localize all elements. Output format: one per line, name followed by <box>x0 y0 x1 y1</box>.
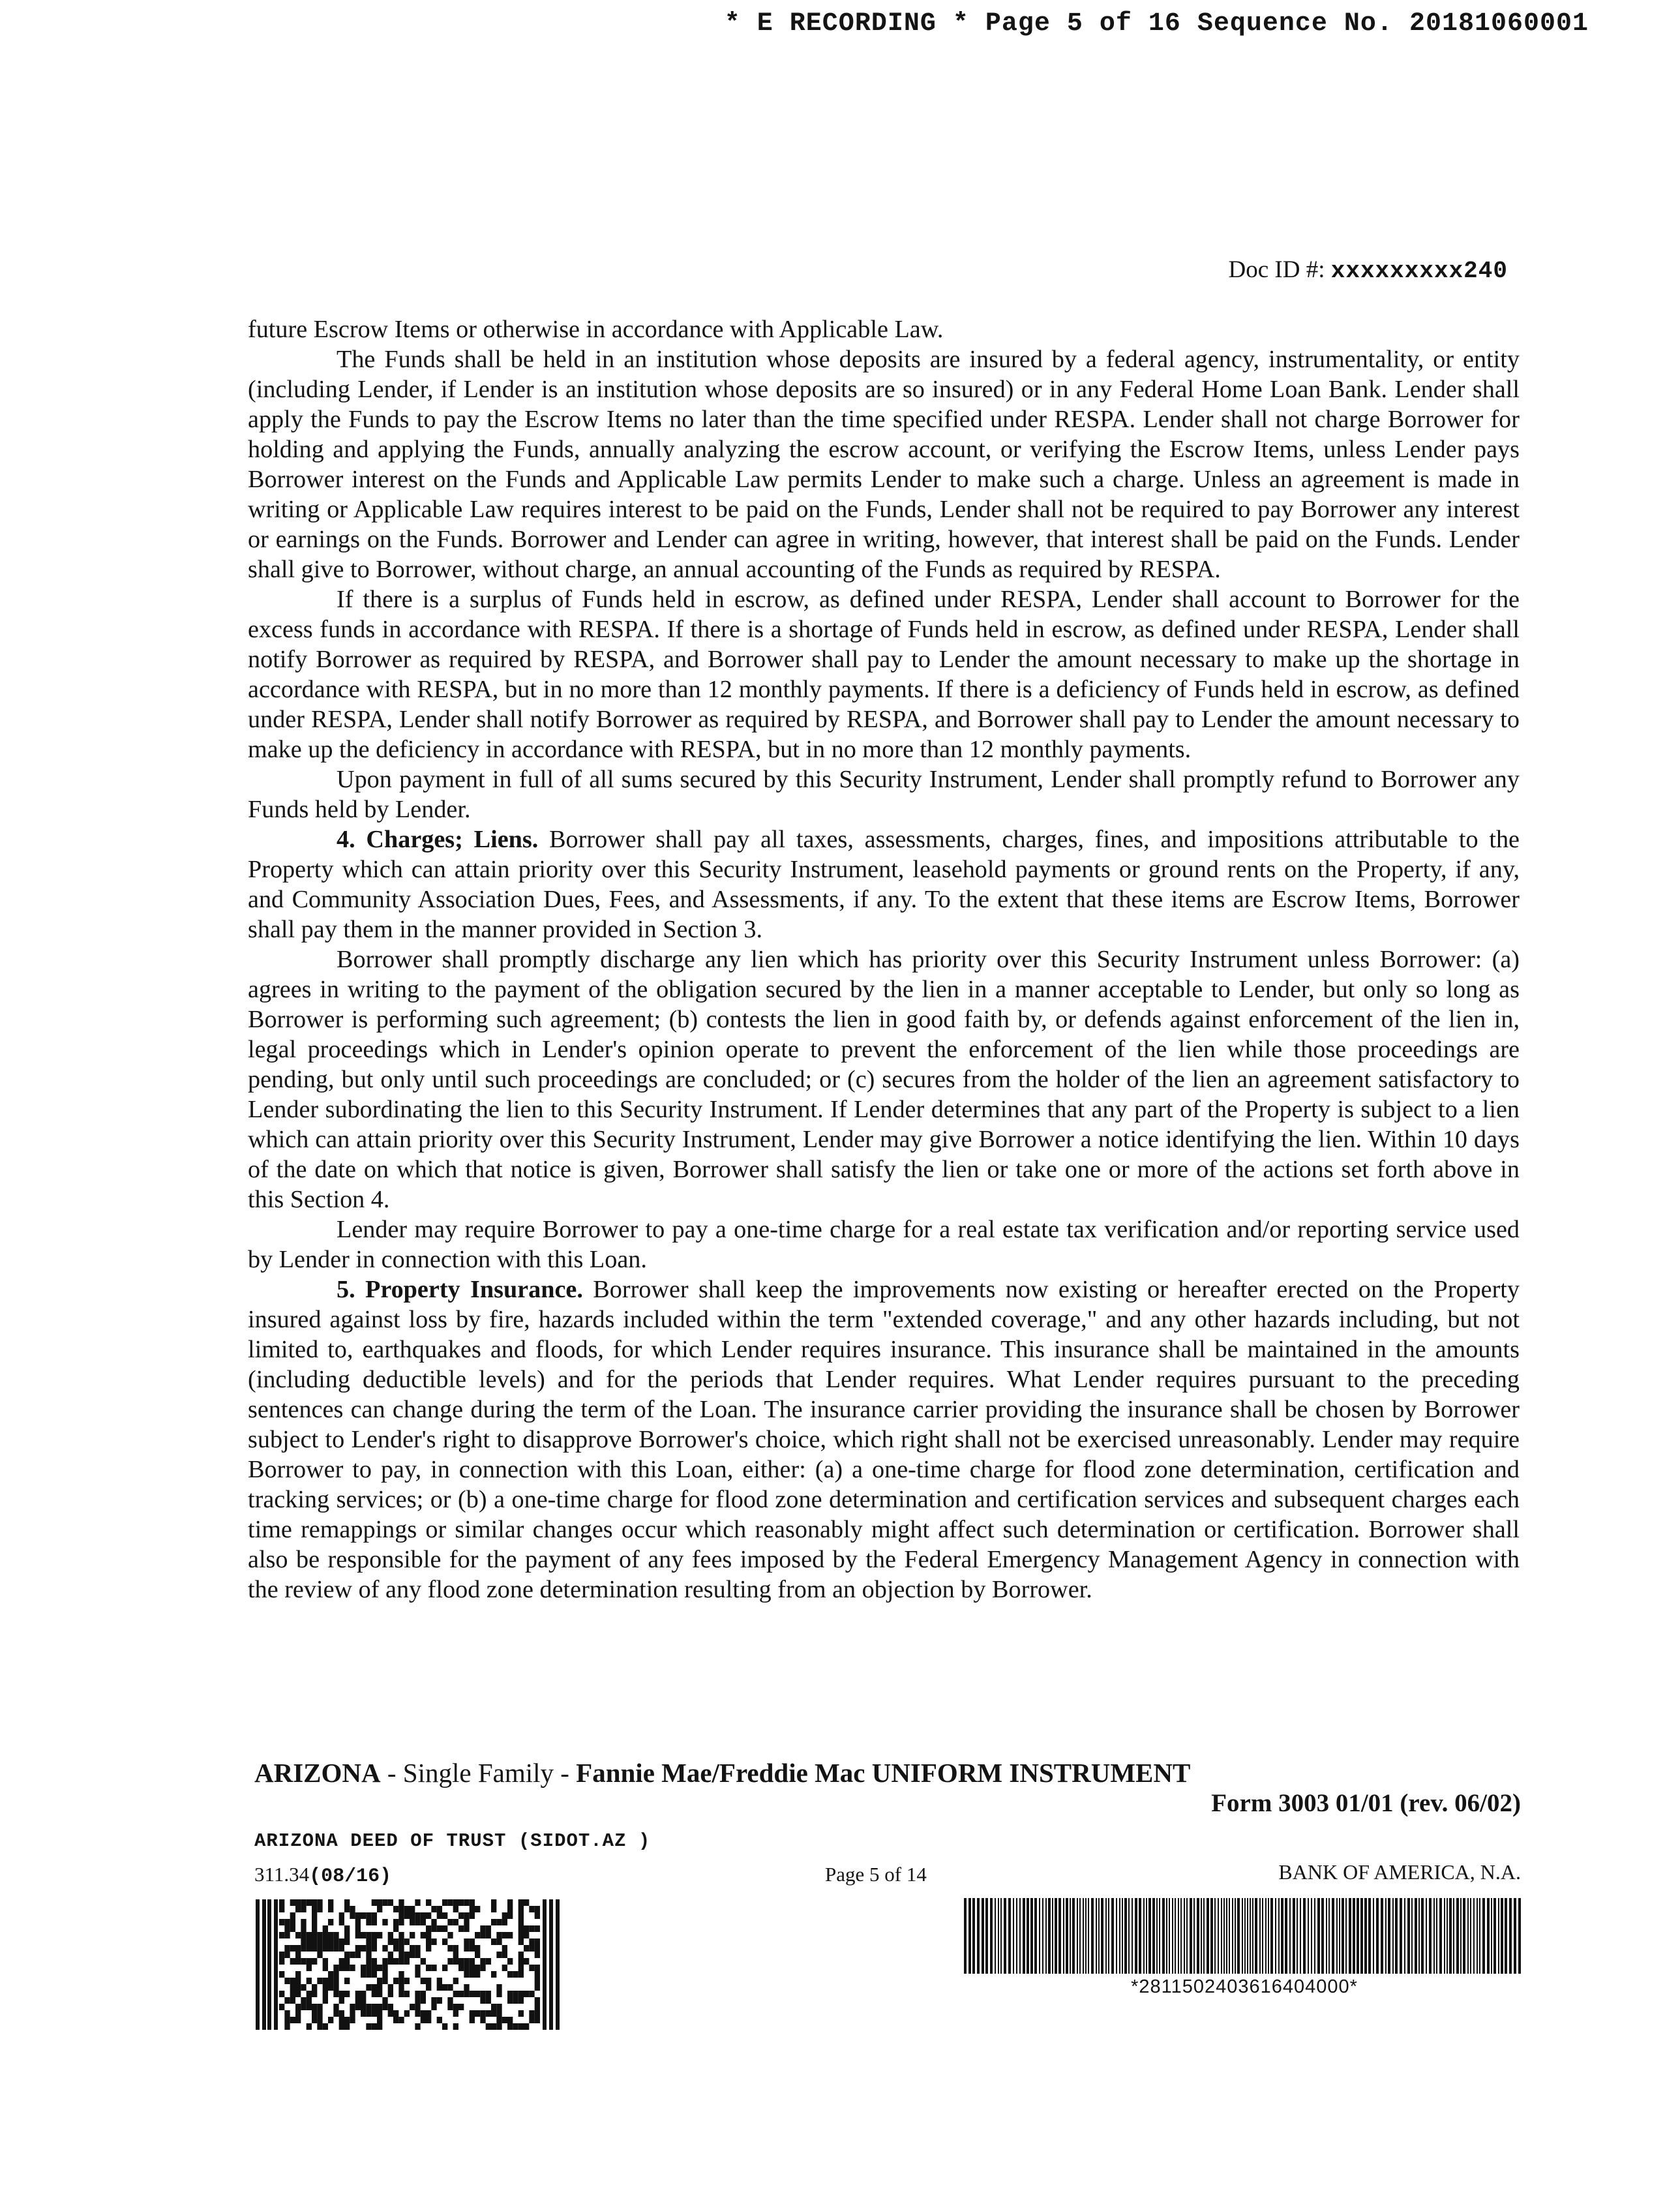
paragraph-refund: Upon payment in full of all sums secured by this Security Instrument, Lender shall promptly refund to Borrower any Funds held by Lender. <box>248 766 1520 823</box>
deed-title: ARIZONA DEED OF TRUST (SIDOT.AZ ) <box>254 1830 651 1852</box>
doc-id-label: Doc ID #: <box>1228 256 1325 283</box>
paragraph-discharge-lien: Borrower shall promptly discharge any lien which has priority over this Security Instrument unless Borrower: (a) agrees in writing to the payment of the obligation secured by the lien in a manner acceptable to Lender, but only so long as Borrower is performing such agreement; (b) contests the lien in good faith by, or defends against enforcement of the lien in, legal proceedings which in Lender's opinion operate to prevent the enforcement of the lien while those proceedings are pending, but only until such proceedings are concluded; or (c) secures from the holder of the lien an agreement satisfactory to Lender subordinating the lien to this Security Instrument. If Lender determines that any part of the Property is subject to a lien which can attain priority over this Security Instrument, Lender may give Borrower a notice identifying the lien. Within 10 days of the date on which that notice is given, Borrower shall satisfy the lien or take one or more of the actions set forth above in this Section 4. <box>248 946 1520 1213</box>
bank-name: BANK OF AMERICA, N.A. <box>1278 1860 1521 1884</box>
linear-barcode-icon <box>964 1898 1525 1974</box>
paragraph-tax-verification: Lender may require Borrower to pay a one-time charge for a real estate tax verification and/or reporting service used by Lender in connection with this Loan. <box>248 1216 1520 1273</box>
section-heading-charges-liens: 4. Charges; Liens. <box>337 826 539 853</box>
doc-id-value: xxxxxxxxx240 <box>1330 258 1508 284</box>
doc-id <box>1229 256 1508 284</box>
form-code-number: 311.34 <box>254 1863 310 1886</box>
form-code <box>254 1863 391 1888</box>
footer-state: ARIZONA <box>254 1758 381 1788</box>
barcode-number: *2811502403616404000* <box>1131 1976 1358 1997</box>
paragraph-charges-liens <box>248 824 1520 944</box>
footer-instrument: Fannie Mae/Freddie Mac UNIFORM INSTRUMENT <box>576 1758 1191 1788</box>
form-number: Form 3003 01/01 (rev. 06/02) <box>1211 1789 1521 1817</box>
document-body <box>248 314 1520 1605</box>
paragraph-property-insurance <box>248 1274 1520 1605</box>
paragraph-escrow-continuation: future Escrow Items or otherwise in accordance with Applicable Law. <box>248 316 944 343</box>
2d-barcode-icon <box>256 1899 562 2030</box>
charges-liens-text: Borrower shall pay all taxes, assessments, charges, fines, and impositions attributable to the Property which can attain priority over this Security Instrument, leasehold payments or ground rents on the Property, if any, and Community Association Dues, Fees, and Assessments, if any. To the extent that these items are Escrow Items, Borrower shall pay them in the manner provided in Section 3. <box>248 826 1520 943</box>
recording-header: * E RECORDING * Page 5 of 16 Sequence No. 20181060001 <box>724 9 1589 38</box>
footer-form-title <box>254 1757 1190 1788</box>
paragraph-funds-held: The Funds shall be held in an institution whose deposits are insured by a federal agency, instrumentality, or entity (including Lender, if Lender is an institution whose deposits are so insured) or in any Federal Home Loan Bank. Lender shall apply the Funds to pay the Escrow Items no later than the time specified under RESPA. Lender shall not charge Borrower for holding and applying the Funds, annually analyzing the escrow account, or verifying the Escrow Items, unless Lender pays Borrower interest on the Funds and Applicable Law permits Lender to make such a charge. Unless an agreement is made in writing or Applicable Law requires interest to be paid on the Funds, Lender shall not be required to pay Borrower any interest or earnings on the Funds. Borrower and Lender can agree in writing, however, that interest shall be paid on the Funds. Lender shall give to Borrower, without charge, an annual accounting of the Funds as required by RESPA. <box>248 346 1520 583</box>
property-insurance-text: Borrower shall keep the improvements now existing or hereafter erected on the Property insured against loss by fire, hazards included within the term "extended coverage," and any other hazards including, but not limited to, earthquakes and floods, for which Lender requires insurance. This insurance shall be maintained in the amounts (including deductible levels) and for the periods that Lender requires. What Lender requires pursuant to the preceding sentences can change during the term of the Loan. The insurance carrier providing the insurance shall be chosen by Borrower subject to Lender's right to disapprove Borrower's choice, which right shall not be exercised unreasonably. Lender may require Borrower to pay, in connection with this Loan, either: (a) a one-time charge for flood zone determination, certification and tracking services; or (b) a one-time charge for flood zone determination and certification services and subsequent charges each time remappings or similar changes occur which reasonably might affect such determination or certification. Borrower shall also be responsible for the payment of any fees imposed by the Federal Emergency Management Agency in connection with the review of any flood zone determination resulting from an objection by Borrower. <box>248 1276 1520 1603</box>
page-number: Page 5 of 14 <box>825 1863 927 1886</box>
section-heading-property-insurance: 5. Property Insurance. <box>337 1276 583 1303</box>
footer-family: - Single Family - <box>380 1758 577 1788</box>
paragraph-surplus: If there is a surplus of Funds held in escrow, as defined under RESPA, Lender shall account to Borrower for the excess funds in accordance with RESPA. If there is a shortage of Funds held in escrow, as defined under RESPA, Lender shall notify Borrower as required by RESPA, and Borrower shall pay to Lender the amount necessary to make up the shortage in accordance with RESPA, but in no more than 12 monthly payments. If there is a deficiency of Funds held in escrow, as defined under RESPA, Lender shall notify Borrower as required by RESPA, and Borrower shall pay to Lender the amount necessary to make up the deficiency in accordance with RESPA, but in no more than 12 monthly payments. <box>248 586 1520 763</box>
form-code-rev: (08/16) <box>309 1865 392 1888</box>
